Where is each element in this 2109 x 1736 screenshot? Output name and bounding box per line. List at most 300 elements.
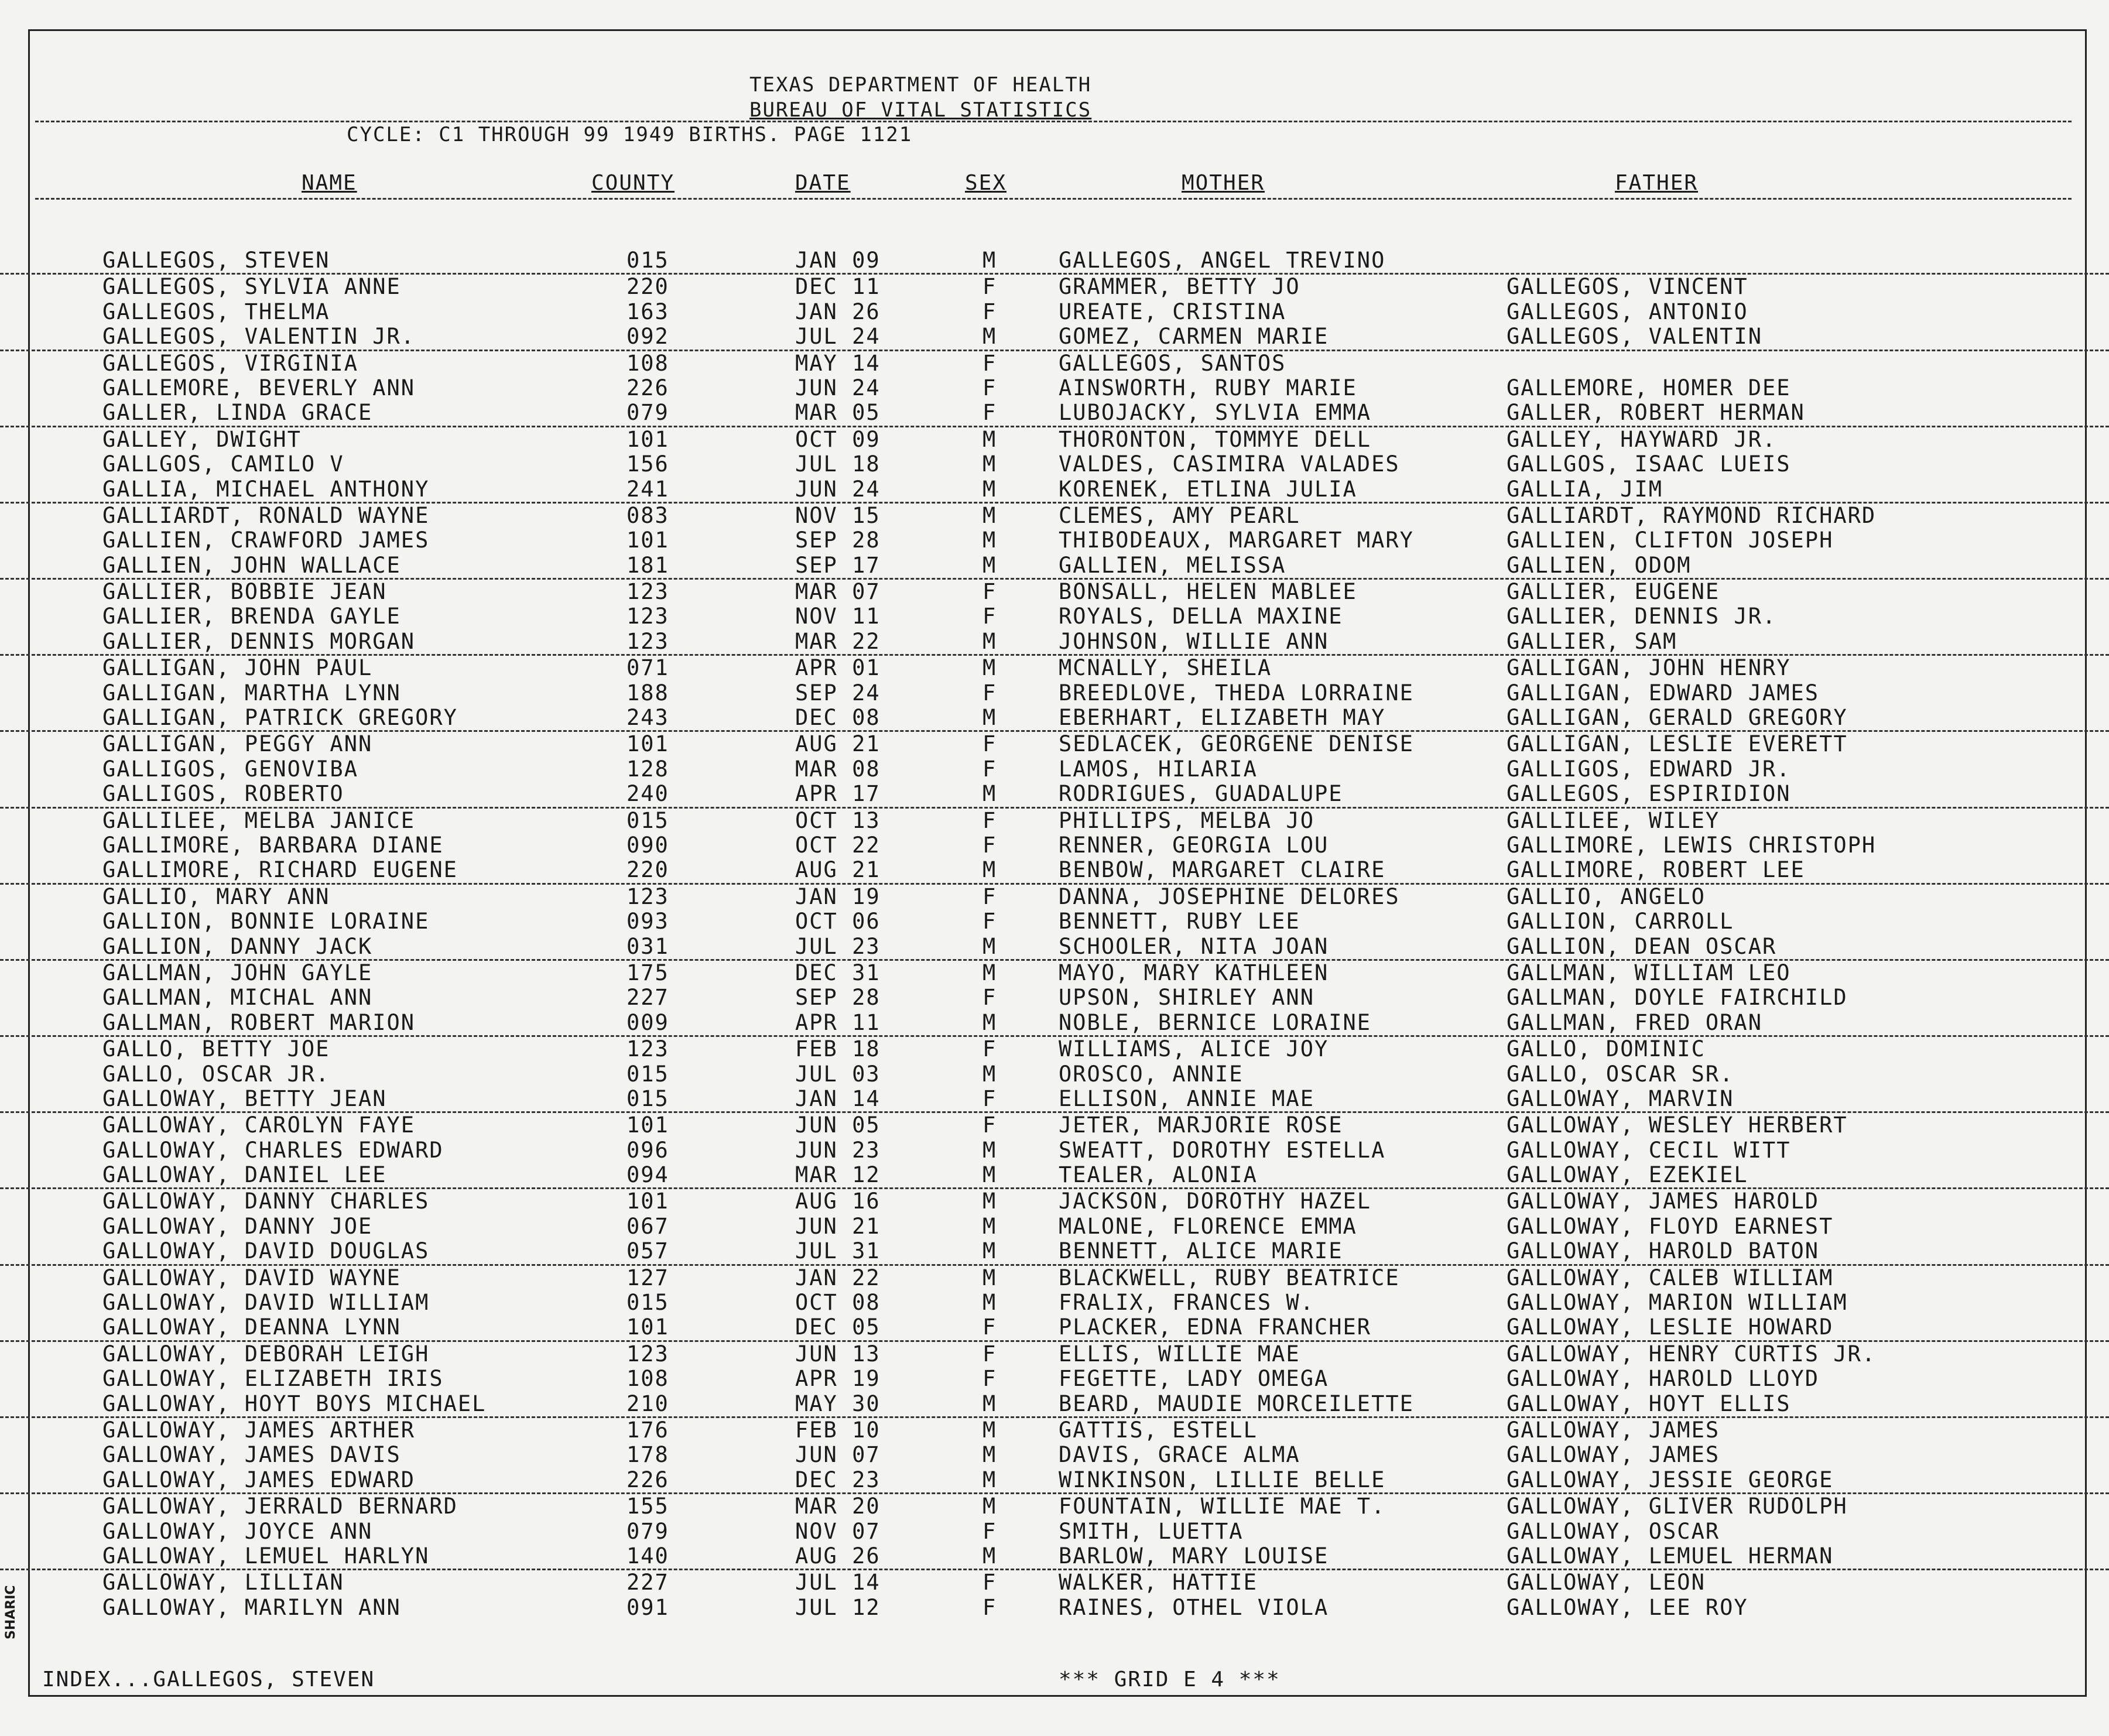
record-father: GALLOWAY, HOYT ELLIS <box>1507 1391 1791 1416</box>
record-county: 090 <box>626 832 669 858</box>
record-mother: BLACKWELL, RUBY BEATRICE <box>1059 1265 1400 1290</box>
record-row <box>0 604 2109 629</box>
record-county: 067 <box>626 1213 669 1239</box>
record-father: GALLIMORE, ROBERT LEE <box>1507 857 1805 883</box>
record-sex: F <box>982 807 997 833</box>
record-mother: JACKSON, DOROTHY HAZEL <box>1059 1189 1372 1214</box>
record-sex: M <box>982 1442 997 1468</box>
record-father: GALLION, DEAN OSCAR <box>1507 933 1777 959</box>
record-name: GALLION, BONNIE LORAINE <box>102 909 430 934</box>
record-date: JUN 07 <box>795 1442 881 1468</box>
record-date: NOV 11 <box>795 604 881 629</box>
record-name: GALLMAN, JOHN GAYLE <box>102 960 373 985</box>
record-mother: AINSWORTH, RUBY MARIE <box>1059 375 1357 400</box>
record-date: JUL 03 <box>795 1061 881 1087</box>
record-row <box>0 985 2109 1010</box>
record-county: 015 <box>626 1061 669 1087</box>
col-header-sex: SEX <box>965 171 1007 195</box>
records-list <box>0 248 2109 1620</box>
record-mother: LUBOJACKY, SYLVIA EMMA <box>1059 400 1372 426</box>
record-county: 101 <box>626 1112 669 1138</box>
record-date: DEC 05 <box>795 1314 881 1340</box>
record-date: NOV 15 <box>795 502 881 528</box>
record-sex: M <box>982 1290 997 1316</box>
record-sex: M <box>982 781 997 807</box>
record-county: 188 <box>626 680 669 706</box>
record-row <box>0 300 2109 324</box>
record-father: GALLIARDT, RAYMOND RICHARD <box>1507 502 1877 528</box>
record-row <box>0 1544 2109 1570</box>
record-mother: GOMEZ, CARMEN MARIE <box>1059 324 1329 350</box>
record-row <box>0 909 2109 934</box>
record-sex: F <box>982 884 997 909</box>
record-date: MAR 12 <box>795 1162 881 1188</box>
record-father: GALLOWAY, LEMUEL HERMAN <box>1507 1543 1834 1569</box>
record-mother: JOHNSON, WILLIE ANN <box>1059 628 1329 654</box>
record-row <box>0 553 2109 580</box>
record-date: OCT 09 <box>795 426 881 452</box>
record-name: GALLIEN, JOHN WALLACE <box>102 552 401 578</box>
record-date: MAR 08 <box>795 756 881 782</box>
record-county: 155 <box>626 1494 669 1519</box>
record-date: APR 01 <box>795 655 881 681</box>
record-mother: SCHOOLER, NITA JOAN <box>1059 933 1329 959</box>
grid-footer: *** GRID E 4 *** <box>1059 1667 1281 1692</box>
record-mother: THIBODEAUX, MARGARET MARY <box>1059 528 1414 553</box>
record-row <box>0 1367 2109 1391</box>
record-row <box>0 629 2109 656</box>
record-mother: MALONE, FLORENCE EMMA <box>1059 1213 1357 1239</box>
record-row <box>0 580 2109 604</box>
record-row <box>0 1315 2109 1341</box>
record-county: 178 <box>626 1442 669 1468</box>
record-row <box>0 1290 2109 1315</box>
record-county: 071 <box>626 655 669 681</box>
record-sex: M <box>982 1189 997 1214</box>
record-row <box>0 757 2109 782</box>
record-row <box>0 961 2109 985</box>
record-mother: CLEMES, AMY PEARL <box>1059 502 1300 528</box>
record-father: GALLOWAY, CALEB WILLIAM <box>1507 1265 1834 1290</box>
record-date: NOV 07 <box>795 1518 881 1544</box>
col-header-father: FATHER <box>1615 171 1699 195</box>
record-mother: GATTIS, ESTELL <box>1059 1417 1258 1443</box>
record-mother: MAYO, MARY KATHLEEN <box>1059 960 1329 985</box>
record-date: DEC 23 <box>795 1467 881 1492</box>
record-father: GALLOWAY, LESLIE HOWARD <box>1507 1314 1834 1340</box>
record-date: JAN 22 <box>795 1265 881 1290</box>
record-father: GALLEMORE, HOMER DEE <box>1507 375 1791 400</box>
record-date: APR 19 <box>795 1366 881 1392</box>
record-row <box>0 1494 2109 1519</box>
record-county: 083 <box>626 502 669 528</box>
record-sex: M <box>982 528 997 553</box>
record-sex: M <box>982 426 997 452</box>
record-county: 009 <box>626 1009 669 1035</box>
record-row <box>0 1570 2109 1595</box>
record-row <box>0 1468 2109 1494</box>
record-father: GALLER, ROBERT HERMAN <box>1507 400 1805 426</box>
record-row <box>0 1087 2109 1113</box>
record-name: GALLIGAN, PATRICK GREGORY <box>102 705 458 731</box>
record-sex: M <box>982 1009 997 1035</box>
record-row <box>0 1418 2109 1443</box>
header-divider <box>35 121 2072 122</box>
agency-title: TEXAS DEPARTMENT OF HEALTH <box>749 73 1092 97</box>
record-name: GALLOWAY, JAMES EDWARD <box>102 1467 416 1492</box>
record-date: SEP 17 <box>795 552 881 578</box>
record-sex: M <box>982 960 997 985</box>
record-sex: F <box>982 274 997 300</box>
record-father: GALLEY, HAYWARD JR. <box>1507 426 1777 452</box>
record-name: GALLOWAY, JAMES DAVIS <box>102 1442 401 1468</box>
record-name: GALLEGOS, VALENTIN JR. <box>102 324 416 350</box>
record-sex: F <box>982 731 997 757</box>
record-sex: M <box>982 705 997 731</box>
record-name: GALLOWAY, DAVID DOUGLAS <box>102 1238 430 1264</box>
record-name: GALLOWAY, DEBORAH LEIGH <box>102 1341 430 1367</box>
record-mother: EBERHART, ELIZABETH MAY <box>1059 705 1386 731</box>
record-name: GALLOWAY, DAVID WILLIAM <box>102 1290 430 1316</box>
record-date: DEC 11 <box>795 274 881 300</box>
record-mother: OROSCO, ANNIE <box>1059 1061 1244 1087</box>
record-date: SEP 24 <box>795 680 881 706</box>
record-mother: RENNER, GEORGIA LOU <box>1059 832 1329 858</box>
record-county: 226 <box>626 1467 669 1492</box>
record-father: GALLGOS, ISAAC LUEIS <box>1507 451 1791 477</box>
record-name: GALLEMORE, BEVERLY ANN <box>102 375 416 400</box>
record-county: 227 <box>626 985 669 1011</box>
record-county: 210 <box>626 1391 669 1416</box>
record-date: JUL 12 <box>795 1594 881 1620</box>
record-mother: BREEDLOVE, THEDA LORRAINE <box>1059 680 1414 706</box>
record-mother: FOUNTAIN, WILLIE MAE T. <box>1059 1494 1386 1519</box>
record-name: GALLIGAN, MARTHA LYNN <box>102 680 401 706</box>
record-county: 101 <box>626 1189 669 1214</box>
record-county: 127 <box>626 1265 669 1290</box>
record-mother: BARLOW, MARY LOUISE <box>1059 1543 1329 1569</box>
record-father: GALLIGAN, LESLIE EVERETT <box>1507 731 1848 757</box>
record-name: GALLIGOS, GENOVIBA <box>102 756 358 782</box>
record-date: JUN 23 <box>795 1137 881 1163</box>
record-name: GALLOWAY, DAVID WAYNE <box>102 1265 401 1290</box>
record-sex: M <box>982 1265 997 1290</box>
record-date: JUL 31 <box>795 1238 881 1264</box>
record-row <box>0 782 2109 808</box>
record-sex: M <box>982 1061 997 1087</box>
record-father: GALLMAN, WILLIAM LEO <box>1507 960 1791 985</box>
record-name: GALLIGOS, ROBERTO <box>102 781 344 807</box>
record-name: GALLOWAY, JERRALD BERNARD <box>102 1494 458 1519</box>
record-date: MAR 22 <box>795 628 881 654</box>
record-father: GALLOWAY, LEON <box>1507 1570 1706 1595</box>
record-county: 101 <box>626 426 669 452</box>
record-row <box>0 1011 2109 1037</box>
record-sex: M <box>982 1417 997 1443</box>
record-father: GALLIA, JIM <box>1507 476 1663 502</box>
record-sex: F <box>982 579 997 605</box>
record-row <box>0 1138 2109 1163</box>
record-mother: DANNA, JOSEPHINE DELORES <box>1059 884 1400 909</box>
record-father: GALLMAN, FRED ORAN <box>1507 1009 1762 1035</box>
record-father: GALLOWAY, CECIL WITT <box>1507 1137 1791 1163</box>
record-name: GALLOWAY, DANNY CHARLES <box>102 1189 430 1214</box>
record-name: GALLOWAY, CAROLYN FAYE <box>102 1112 416 1138</box>
record-date: JAN 19 <box>795 884 881 909</box>
record-name: GALLER, LINDA GRACE <box>102 400 373 426</box>
record-county: 079 <box>626 400 669 426</box>
record-father: GALLOWAY, FLOYD EARNEST <box>1507 1213 1834 1239</box>
record-date: FEB 18 <box>795 1036 881 1062</box>
record-row <box>0 1519 2109 1544</box>
record-sex: M <box>982 1137 997 1163</box>
record-mother: SWEATT, DOROTHY ESTELLA <box>1059 1137 1386 1163</box>
record-county: 057 <box>626 1238 669 1264</box>
record-mother: FEGETTE, LADY OMEGA <box>1059 1366 1329 1392</box>
record-sex: F <box>982 350 997 376</box>
record-father: GALLOWAY, LEE ROY <box>1507 1594 1748 1620</box>
record-date: AUG 26 <box>795 1543 881 1569</box>
record-county: 123 <box>626 628 669 654</box>
record-sex: M <box>982 451 997 477</box>
record-county: 101 <box>626 1314 669 1340</box>
record-name: GALLOWAY, CHARLES EDWARD <box>102 1137 444 1163</box>
record-date: SEP 28 <box>795 985 881 1011</box>
record-county: 123 <box>626 884 669 909</box>
record-name: GALLEGOS, SYLVIA ANNE <box>102 274 401 300</box>
record-mother: PLACKER, EDNA FRANCHER <box>1059 1314 1372 1340</box>
record-mother: MCNALLY, SHEILA <box>1059 655 1272 681</box>
record-date: OCT 22 <box>795 832 881 858</box>
record-mother: UREATE, CRISTINA <box>1059 299 1286 324</box>
record-father: GALLIER, EUGENE <box>1507 579 1720 605</box>
record-father: GALLO, OSCAR SR. <box>1507 1061 1734 1087</box>
record-father: GALLEGOS, VALENTIN <box>1507 324 1762 350</box>
record-sex: M <box>982 1213 997 1239</box>
record-name: GALLMAN, MICHAL ANN <box>102 985 373 1011</box>
record-row <box>0 809 2109 833</box>
record-sex: M <box>982 476 997 502</box>
record-mother: BENBOW, MARGARET CLAIRE <box>1059 857 1386 883</box>
record-mother: SMITH, LUETTA <box>1059 1518 1244 1544</box>
record-name: GALLO, OSCAR JR. <box>102 1061 330 1087</box>
record-county: 227 <box>626 1570 669 1595</box>
record-sex: F <box>982 1570 997 1595</box>
record-county: 092 <box>626 324 669 350</box>
record-sex: M <box>982 1494 997 1519</box>
record-sex: F <box>982 299 997 324</box>
record-father: GALLOWAY, GLIVER RUDOLPH <box>1507 1494 1848 1519</box>
record-sex: F <box>982 1594 997 1620</box>
record-row <box>0 504 2109 528</box>
record-name: GALLOWAY, DANNY JOE <box>102 1213 373 1239</box>
record-county: 181 <box>626 552 669 578</box>
record-mother: GRAMMER, BETTY JO <box>1059 274 1300 300</box>
record-name: GALLEGOS, THELMA <box>102 299 330 324</box>
record-county: 140 <box>626 1543 669 1569</box>
record-father: GALLIER, DENNIS JR. <box>1507 604 1777 629</box>
record-row <box>0 1239 2109 1265</box>
record-father: GALLOWAY, MARVIN <box>1507 1086 1734 1111</box>
record-date: DEC 31 <box>795 960 881 985</box>
record-father: GALLOWAY, JAMES <box>1507 1417 1720 1443</box>
record-name: GALLIO, MARY ANN <box>102 884 330 909</box>
record-mother: NOBLE, BERNICE LORAINE <box>1059 1009 1372 1035</box>
record-father: GALLILEE, WILEY <box>1507 807 1720 833</box>
record-county: 015 <box>626 248 669 273</box>
record-father: GALLOWAY, OSCAR <box>1507 1518 1720 1544</box>
record-date: MAY 14 <box>795 350 881 376</box>
record-row <box>0 452 2109 477</box>
record-father: GALLOWAY, HAROLD LLOYD <box>1507 1366 1820 1392</box>
record-father: GALLOWAY, JESSIE GEORGE <box>1507 1467 1834 1492</box>
record-father: GALLOWAY, EZEKIEL <box>1507 1162 1748 1188</box>
record-father: GALLOWAY, HAROLD BATON <box>1507 1238 1820 1264</box>
record-row <box>0 1189 2109 1214</box>
record-row <box>0 1342 2109 1367</box>
record-sex: F <box>982 1341 997 1367</box>
record-father: GALLIGAN, EDWARD JAMES <box>1507 680 1820 706</box>
record-father: GALLOWAY, JAMES <box>1507 1442 1720 1468</box>
record-row <box>0 1163 2109 1189</box>
record-father: GALLIER, SAM <box>1507 628 1677 654</box>
record-mother: SEDLACEK, GEORGENE DENISE <box>1059 731 1414 757</box>
record-row <box>0 1037 2109 1062</box>
record-mother: UPSON, SHIRLEY ANN <box>1059 985 1314 1011</box>
record-mother: PHILLIPS, MELBA JO <box>1059 807 1314 833</box>
record-mother: ELLIS, WILLIE MAE <box>1059 1341 1300 1367</box>
record-county: 123 <box>626 579 669 605</box>
record-father: GALLOWAY, WESLEY HERBERT <box>1507 1112 1848 1138</box>
record-name: GALLOWAY, JOYCE ANN <box>102 1518 373 1544</box>
record-sex: F <box>982 756 997 782</box>
record-mother: KORENEK, ETLINA JULIA <box>1059 476 1357 502</box>
cycle-line: CYCLE: C1 THROUGH 99 1949 BIRTHS. PAGE 1121 <box>347 123 913 146</box>
record-row <box>0 1392 2109 1418</box>
record-name: GALLOWAY, DEANNA LYNN <box>102 1314 401 1340</box>
record-row <box>0 275 2109 299</box>
record-name: GALLOWAY, LILLIAN <box>102 1570 344 1595</box>
record-county: 123 <box>626 1341 669 1367</box>
record-date: JAN 09 <box>795 248 881 273</box>
record-name: GALLIMORE, BARBARA DIANE <box>102 832 444 858</box>
record-mother: WILLIAMS, ALICE JOY <box>1059 1036 1329 1062</box>
record-sex: F <box>982 1086 997 1111</box>
record-name: GALLOWAY, HOYT BOYS MICHAEL <box>102 1391 487 1416</box>
record-sex: M <box>982 1238 997 1264</box>
record-mother: WINKINSON, LILLIE BELLE <box>1059 1467 1386 1492</box>
record-county: 015 <box>626 1290 669 1316</box>
record-row <box>0 248 2109 275</box>
record-date: JUN 13 <box>795 1341 881 1367</box>
record-mother: RAINES, OTHEL VIOLA <box>1059 1594 1329 1620</box>
record-row <box>0 1443 2109 1467</box>
column-header-divider <box>35 198 2072 200</box>
side-label: SHARIC <box>4 1585 18 1639</box>
record-date: SEP 28 <box>795 528 881 553</box>
record-county: 240 <box>626 781 669 807</box>
record-sex: M <box>982 655 997 681</box>
record-sex: M <box>982 248 997 273</box>
record-row <box>0 656 2109 680</box>
record-mother: BEARD, MAUDIE MORCEILETTE <box>1059 1391 1414 1416</box>
record-county: 123 <box>626 1036 669 1062</box>
record-name: GALLIA, MICHAEL ANTHONY <box>102 476 430 502</box>
record-date: JUL 23 <box>795 933 881 959</box>
record-county: 101 <box>626 528 669 553</box>
record-row <box>0 934 2109 961</box>
record-mother: BONSALL, HELEN MABLEE <box>1059 579 1357 605</box>
record-father: GALLIO, ANGELO <box>1507 884 1706 909</box>
record-father: GALLOWAY, JAMES HAROLD <box>1507 1189 1820 1214</box>
record-sex: F <box>982 909 997 934</box>
record-father: GALLOWAY, HENRY CURTIS JR. <box>1507 1341 1877 1367</box>
record-row <box>0 376 2109 400</box>
record-date: MAR 20 <box>795 1494 881 1519</box>
record-sex: M <box>982 502 997 528</box>
record-mother: FRALIX, FRANCES W. <box>1059 1290 1314 1316</box>
record-county: 094 <box>626 1162 669 1188</box>
record-row <box>0 1113 2109 1138</box>
record-name: GALLEGOS, STEVEN <box>102 248 330 273</box>
record-sex: M <box>982 552 997 578</box>
record-father: GALLIGAN, JOHN HENRY <box>1507 655 1791 681</box>
record-county: 091 <box>626 1594 669 1620</box>
record-mother: ELLISON, ANNIE MAE <box>1059 1086 1314 1111</box>
record-name: GALLION, DANNY JACK <box>102 933 373 959</box>
record-father: GALLEGOS, ANTONIO <box>1507 299 1748 324</box>
record-date: APR 11 <box>795 1009 881 1035</box>
record-county: 220 <box>626 274 669 300</box>
record-date: MAR 07 <box>795 579 881 605</box>
record-name: GALLOWAY, DANIEL LEE <box>102 1162 387 1188</box>
record-row <box>0 732 2109 756</box>
record-name: GALLOWAY, MARILYN ANN <box>102 1594 401 1620</box>
record-mother: DAVIS, GRACE ALMA <box>1059 1442 1300 1468</box>
record-mother: ROYALS, DELLA MAXINE <box>1059 604 1343 629</box>
record-date: JUL 18 <box>795 451 881 477</box>
record-father: GALLOWAY, MARION WILLIAM <box>1507 1290 1848 1316</box>
record-county: 108 <box>626 1366 669 1392</box>
record-date: JUL 24 <box>795 324 881 350</box>
record-date: JAN 26 <box>795 299 881 324</box>
record-date: JAN 14 <box>795 1086 881 1111</box>
record-date: MAR 05 <box>795 400 881 426</box>
index-footer: INDEX...GALLEGOS, STEVEN <box>42 1667 375 1692</box>
record-date: JUN 24 <box>795 375 881 400</box>
record-date: AUG 16 <box>795 1189 881 1214</box>
record-mother: GALLEGOS, ANGEL TREVINO <box>1059 248 1386 273</box>
record-mother: GALLEGOS, SANTOS <box>1059 350 1286 376</box>
record-row <box>0 1214 2109 1239</box>
record-row <box>0 1266 2109 1290</box>
record-county: 031 <box>626 933 669 959</box>
record-date: JUN 05 <box>795 1112 881 1138</box>
record-sex: F <box>982 985 997 1011</box>
record-name: GALLOWAY, ELIZABETH IRIS <box>102 1366 444 1392</box>
record-row <box>0 858 2109 884</box>
record-name: GALLIER, DENNIS MORGAN <box>102 628 416 654</box>
col-header-date: DATE <box>795 171 851 195</box>
record-name: GALLIARDT, RONALD WAYNE <box>102 502 430 528</box>
record-name: GALLIGAN, JOHN PAUL <box>102 655 373 681</box>
record-row <box>0 400 2109 427</box>
record-father: GALLEGOS, ESPIRIDION <box>1507 781 1791 807</box>
record-sex: F <box>982 400 997 426</box>
record-date: JUL 14 <box>795 1570 881 1595</box>
record-row <box>0 681 2109 706</box>
col-header-county: COUNTY <box>591 171 675 195</box>
